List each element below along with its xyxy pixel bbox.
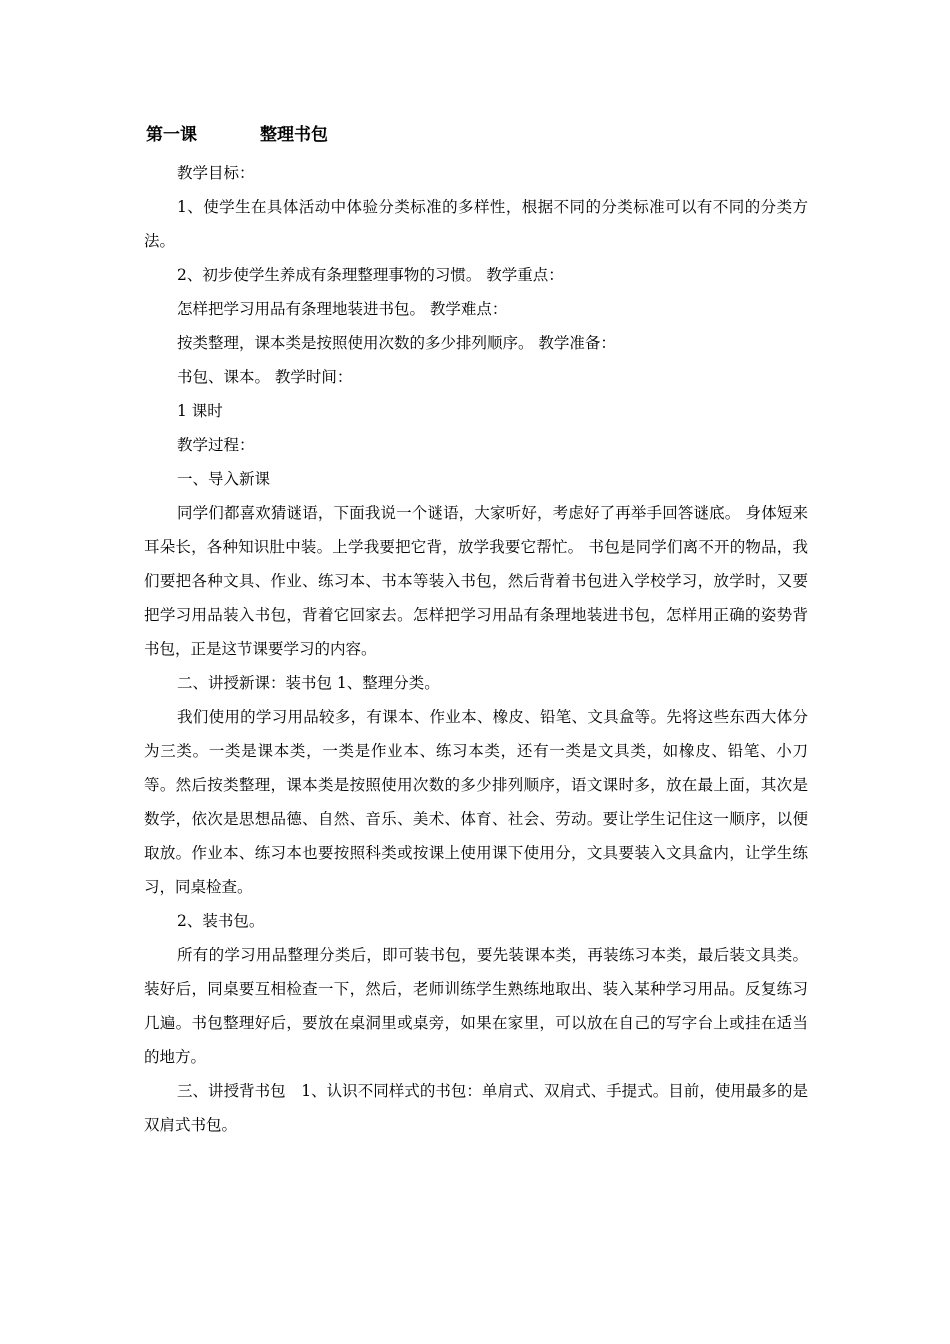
paragraph-goal-1: 1、使学生在具体活动中体验分类标准的多样性，根据不同的分类标准可以有不同的分类方法。 — [144, 198, 808, 250]
paragraph-section-3: 三、讲授背书包 1、认识不同样式的书包：单肩式、双肩式、手提式。目前，使用最多的是双肩式书包。 — [144, 1082, 808, 1134]
paragraph-difficulty: 按类整理，课本类是按照使用次数的多少排列顺序。 教学准备： — [177, 334, 616, 352]
paragraph-goal-2: 2、初步使学生养成有条理整理事物的习惯。 教学重点： — [177, 266, 564, 284]
paragraph-preparation: 书包、课本。 教学时间： — [177, 368, 353, 386]
lesson-title — [146, 120, 328, 145]
paragraph-time: 1 课时 — [177, 402, 223, 420]
paragraph-classification: 我们使用的学习用品较多，有课本、作业本、橡皮、铅笔、文具盒等。先将这些东西大体分为三类。一类是课本类，一类是作业本、练习本类，还有一类是文具类，如橡皮、铅笔、小刀等。然后按类整理，课本类是按照使用次数的多少排列顺序，语文课时多，放在最上面，其次是数学，依次是思想品德、自然、音乐、美术、体育、社会、劳动。要让学生记住这一顺序，以便取放。作业本、练习本也要按照科类或按课上使用课下使用分，文具要装入文具盒内，让学生练习，同桌检查。 — [144, 708, 808, 896]
paragraph-packing: 所有的学习用品整理分类后，即可装书包，要先装课本类，再装练习本类，最后装文具类。装好后，同桌要互相检查一下，然后，老师训练学生熟练地取出、装入某种学习用品。反复练习几遍。书包整理好后，要放在桌洞里或桌旁，如果在家里，可以放在自己的写字台上或挂在适当的地方。 — [144, 946, 808, 1066]
paragraph-intro: 同学们都喜欢猜谜语，下面我说一个谜语，大家听好，考虑好了再举手回答谜底。 身体短来耳朵长，各种知识肚中装。上学我要把它背，放学我要它帮忙。 书包是同学们离不开的物品，我们要把各种文具、作业、练习本、书本等装入书包，然后背着书包进入学校学习，放学时，又要把学习用品装入书包，背着它回家去。怎样把学习用品有条理地装进书包，怎样用正确的姿势背书包，正是这节课要学习的内容。 — [144, 504, 808, 658]
paragraph-teaching-goals-heading: 教学目标： — [177, 164, 255, 182]
paragraph-section-1-heading: 一、导入新课 — [177, 470, 271, 488]
paragraph-key-point: 怎样把学习用品有条理地装进书包。 教学难点： — [177, 300, 508, 318]
lesson-name: 整理书包 — [260, 125, 328, 145]
lesson-number: 第一课 — [146, 125, 197, 145]
paragraph-packing-heading: 2、装书包。 — [177, 912, 265, 930]
paragraph-process-heading: 教学过程： — [177, 436, 255, 454]
document-body — [144, 156, 808, 1142]
paragraph-section-2-heading: 二、讲授新课：装书包 1、整理分类。 — [177, 674, 440, 692]
